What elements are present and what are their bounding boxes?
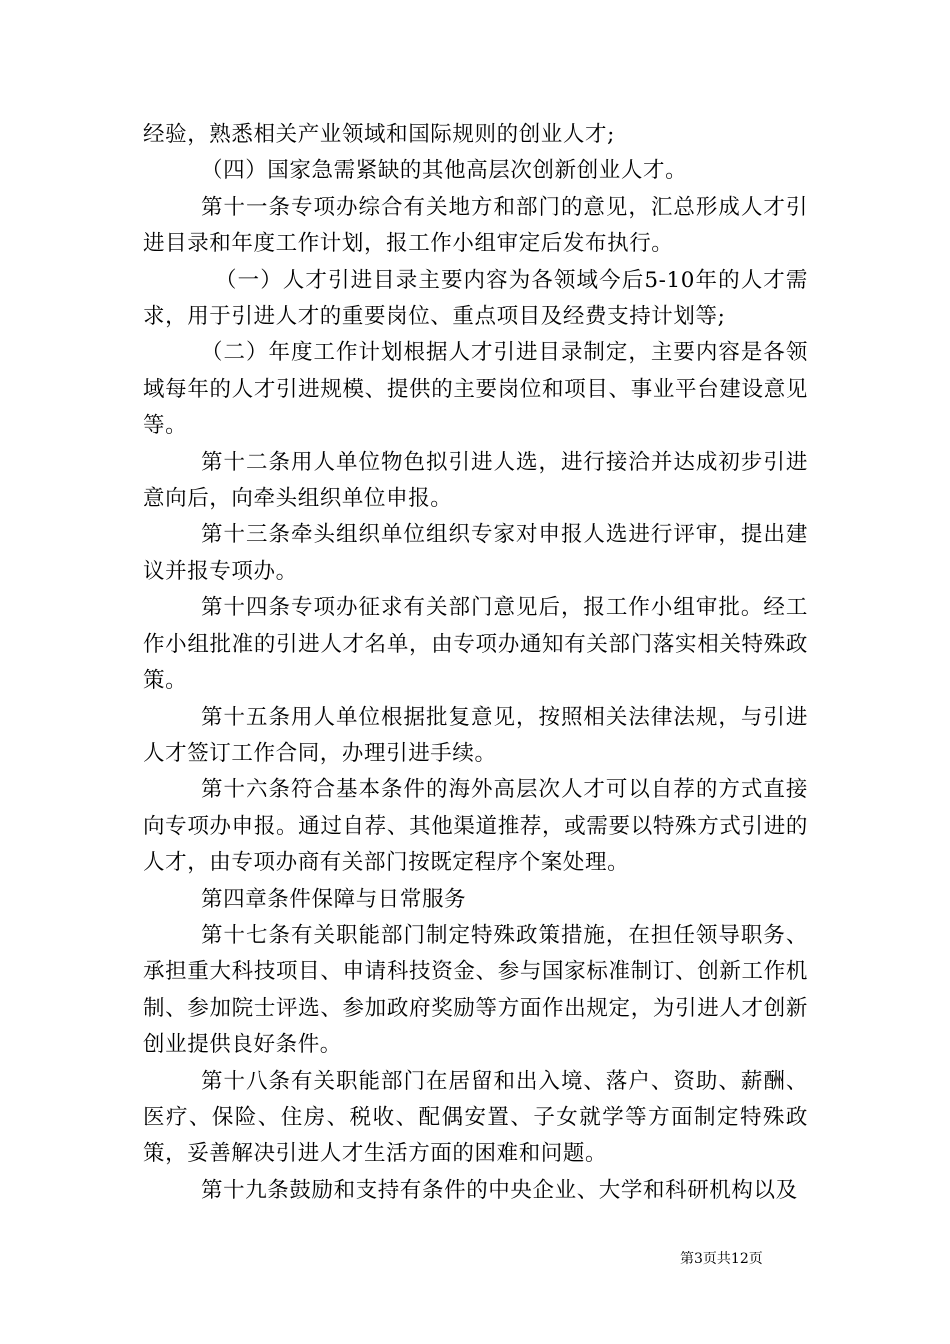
paragraph: 第十五条用人单位根据批复意见，按照相关法律法规，与引进人才签订工作合同，办理引进手续。 [143,704,808,766]
paragraph: （四）国家急需紧缺的其他高层次创新创业人才。 [201,158,688,184]
paragraph: 经验，熟悉相关产业领域和国际规则的创业人才; [143,122,615,147]
paragraph: （一）人才引进目录主要内容为各领域今后5-10年的人才需求，用于引进人才的重要岗位、重点项目及经费支持计划等; [143,267,808,330]
paragraph: 第十一条专项办综合有关地方和部门的意见，汇总形成人才引进目录和年度工作计划，报工作小组审定后发布执行。 [143,194,808,257]
paragraph: 第十四条专项办征求有关部门意见后，报工作小组审批。经工作小组批准的引进人才名单，由专项办通知有关部门落实相关特殊政策。 [143,595,808,694]
paragraph: 第十八条有关职能部门在居留和出入境、落户、资助、薪酬、医疗、保险、住房、税收、配偶安置、子女就学等方面制定特殊政策，妥善解决引进人才生活方面的困难和问题。 [143,1068,808,1167]
page-number-footer: 第3页共12页 [680,1251,763,1267]
paragraph: 第十七条有关职能部门制定特殊政策措施，在担任领导职务、承担重大科技项目、申请科技资金、参与国家标准制订、创新工作机制、参加院士评选、参加政府奖励等方面作出规定，为引进人才创新创业提供良好条件。 [143,922,808,1058]
paragraph: 第十三条牵头组织单位组织专家对申报人选进行评审，提出建议并报专项办。 [143,522,808,584]
chapter-heading: 第四章条件保障与日常服务 [201,886,467,912]
document-body [143,117,808,1209]
paragraph: 第十九条鼓励和支持有条件的中央企业、大学和科研机构以及 [201,1177,798,1203]
paragraph: 第十六条符合基本条件的海外高层次人才可以自荐的方式直接向专项办申报。通过自荐、其他渠道推荐，或需要以特殊方式引进的人才，由专项办商有关部门按既定程序个案处理。 [143,777,808,876]
paragraph: （二）年度工作计划根据人才引进目录制定，主要内容是各领域每年的人才引进规模、提供的主要岗位和项目、事业平台建设意见等。 [143,340,808,439]
paragraph: 第十二条用人单位物色拟引进人选，进行接洽并达成初步引进意向后，向牵头组织单位申报。 [143,449,808,512]
